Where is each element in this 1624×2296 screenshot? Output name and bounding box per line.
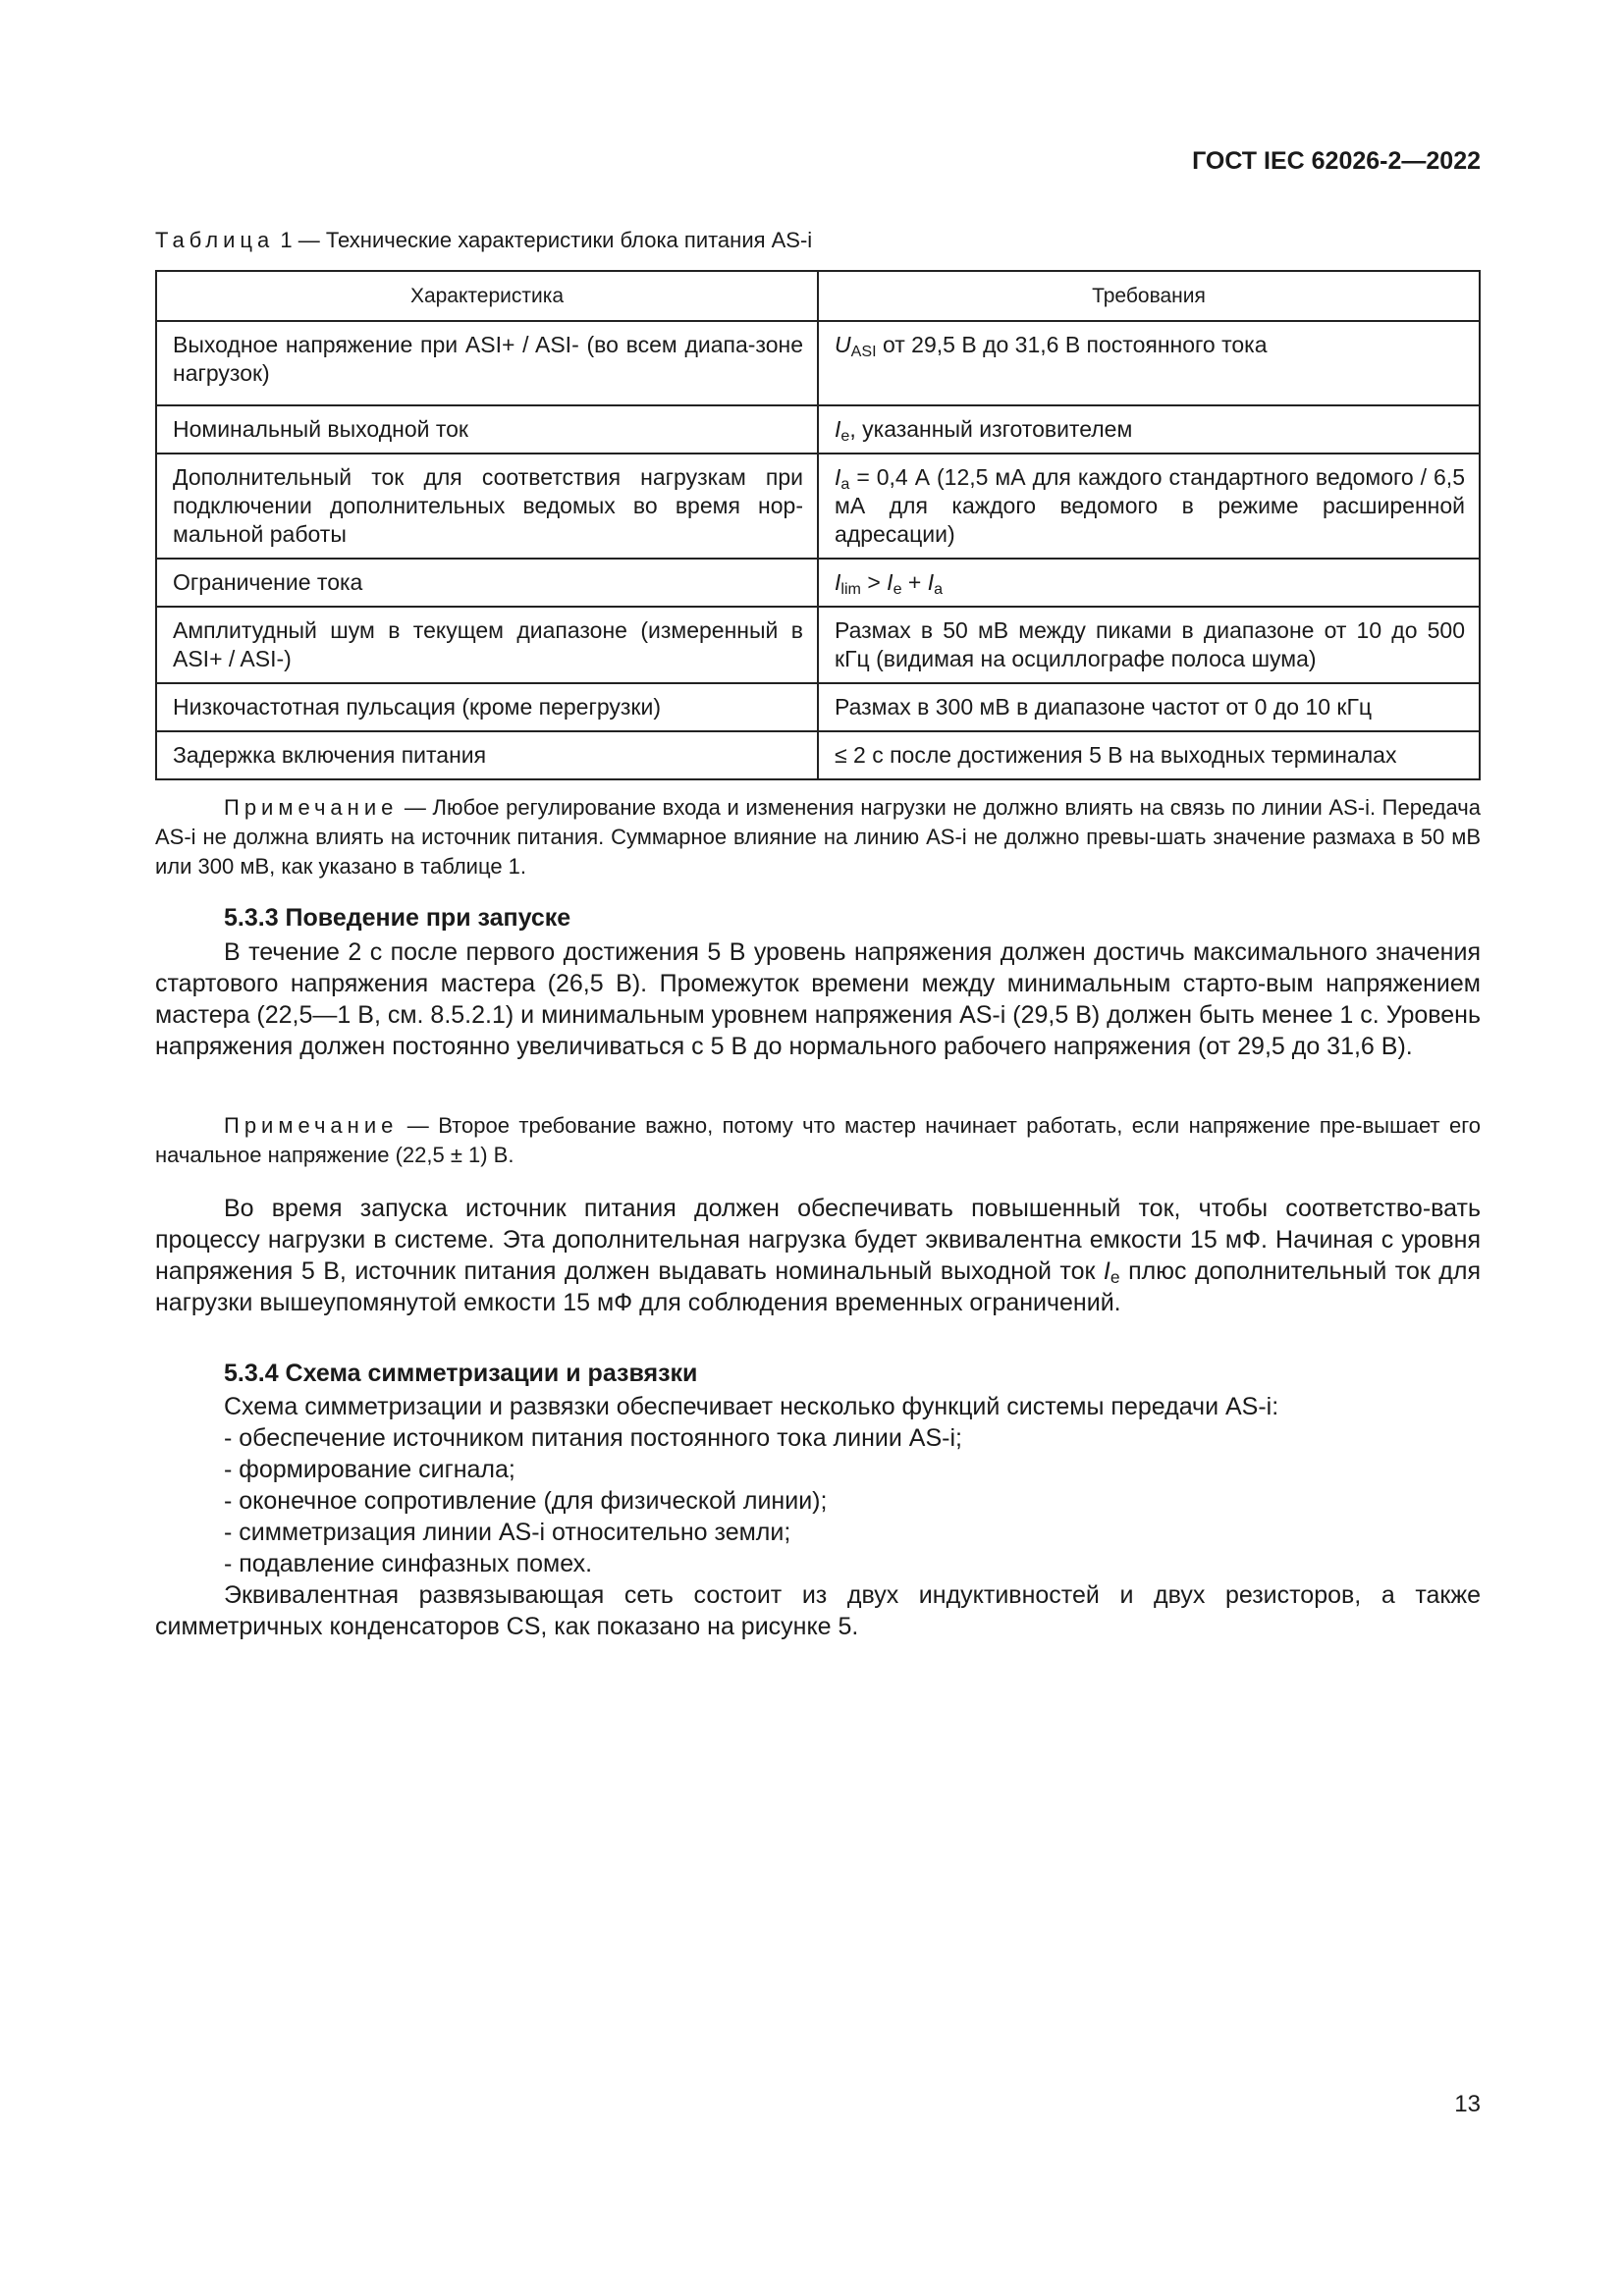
page-number: 13 — [1454, 2091, 1481, 2117]
row-characteristic: Задержка включения питания — [156, 731, 818, 779]
paragraph — [155, 936, 1481, 1062]
row-requirement: Размах в 50 мВ между пиками в диапазоне от 10 до 500 кГц (видимая на осциллографе полоса шума) — [818, 607, 1480, 683]
startup-note — [155, 1111, 1481, 1170]
paragraph-text: Схема симметризации и развязки обеспечивает несколько функций системы передачи AS-i: — [224, 1393, 1279, 1420]
table-row — [156, 454, 1480, 559]
list-item: - оконечное сопротивление (для физической линии); — [224, 1487, 828, 1515]
row-characteristic: Низкочастотная пульсация (кроме перегрузки) — [156, 683, 818, 731]
row-characteristic: Дополнительный ток для соответствия нагрузкам при подключении дополнительных ведомых во время нор-мальной работы — [156, 454, 818, 559]
table-caption-text: 1 — Технические характеристики блока питания AS-i — [280, 228, 813, 252]
row-characteristic: Амплитудный шум в текущем диапазоне (измеренный в ASI+ / ASI-) — [156, 607, 818, 683]
section-heading-5-3-3: 5.3.3 Поведение при запуске — [224, 904, 571, 932]
list-item: - симметризация линии AS-i относительно земли; — [224, 1519, 791, 1546]
col-header-characteristic: Характеристика — [156, 271, 818, 321]
note-text: — Второе требование важно, потому что мастер начинает работать, если напряжение пре-вышает его начальное напряжение (22,5 ± 1) В. — [155, 1113, 1481, 1167]
note-label: Примечание — [224, 1113, 399, 1138]
spec-table — [155, 270, 1481, 780]
table-row — [156, 405, 1480, 454]
row-characteristic: Ограничение тока — [156, 559, 818, 607]
note-label: Примечание — [224, 795, 399, 820]
paragraph — [155, 1579, 1481, 1642]
list-item: - обеспечение источником питания постоянного тока линии AS-i; — [224, 1424, 962, 1452]
list-item: - подавление синфазных помех. — [224, 1550, 593, 1577]
row-requirement: $I_{lim} > I_e + I_a$ — [818, 559, 1480, 607]
row-requirement: $I_a = 0,4$ А (12,5 мА для каждого стандартного ведомого / 6,5 мА для каждого ведомого в режиме расширенной адресации) — [818, 454, 1480, 559]
row-requirement: ≤ 2 с после достижения 5 В на выходных терминалах — [818, 731, 1480, 779]
document-header: ГОСТ IEC 62026-2—2022 — [1192, 147, 1481, 175]
paragraph-text: В течение 2 с после первого достижения 5 В уровень напряжения должен достичь максимального значения стартового напряжения мастера (26,5 В). Промежуток времени между минимальным старто-вым напряжением мастера (22,5—1 В, см. 8.5.2.1) и минимальным уровнем напряжения AS-i (29,5 В) должен быть менее 1 с. Уровень напряжения должен постоянно увеличиваться с 5 В до нормального рабочего напряжения (от 29,5 до 31,6 В). — [155, 938, 1481, 1060]
paragraph-text: Эквивалентная развязывающая сеть состоит из двух индуктивностей и двух резисторов, а также симметричных конденсаторов CS, как показано на рисунке 5. — [155, 1581, 1481, 1640]
table-caption-label: Таблица — [155, 228, 275, 252]
table-caption — [155, 228, 812, 253]
table-header-row — [156, 271, 1480, 321]
paragraph — [155, 1391, 1481, 1422]
function-list — [224, 1422, 962, 1579]
row-characteristic: Выходное напряжение при ASI+ / ASI- (во всем диапа-зоне нагрузок) — [156, 321, 818, 405]
row-requirement: $U_{ASI}$ от 29,5 В до 31,6 В постоянного тока — [818, 321, 1480, 405]
table-row — [156, 607, 1480, 683]
section-heading-5-3-4: 5.3.4 Схема симметризации и развязки — [224, 1360, 698, 1387]
table-row — [156, 683, 1480, 731]
row-requirement: Размах в 300 мВ в диапазоне частот от 0 до 10 кГц — [818, 683, 1480, 731]
col-header-requirements: Требования — [818, 271, 1480, 321]
table-note — [155, 793, 1481, 881]
row-characteristic: Номинальный выходной ток — [156, 405, 818, 454]
paragraph: Во время запуска источник питания должен обеспечивать повышенный ток, чтобы соответство-вать процессу нагрузки в системе. Эта дополнительная нагрузка будет эквивалентна емкости 15 мФ. Начиная с уровня напряжения 5 В, источник питания должен выдавать номинальный выходной ток $I_e$ плюс дополнительный ток для нагрузки вышеупомянутой емкости 15 мФ для соблюдения временных ограничений. — [155, 1195, 1481, 1316]
list-item: - формирование сигнала; — [224, 1456, 515, 1483]
table-row — [156, 321, 1480, 405]
note-text: — Любое регулирование входа и изменения нагрузки не должно влиять на связь по линии AS-i. Передача AS-i не должна влиять на источник питания. Суммарное влияние на линию AS-i не должно превы-шать значение размаха в 50 мВ или 300 мВ, как указано в таблице 1. — [155, 795, 1481, 879]
table-row — [156, 731, 1480, 779]
row-requirement: $I_e$, указанный изготовителем — [818, 405, 1480, 454]
table-row — [156, 559, 1480, 607]
